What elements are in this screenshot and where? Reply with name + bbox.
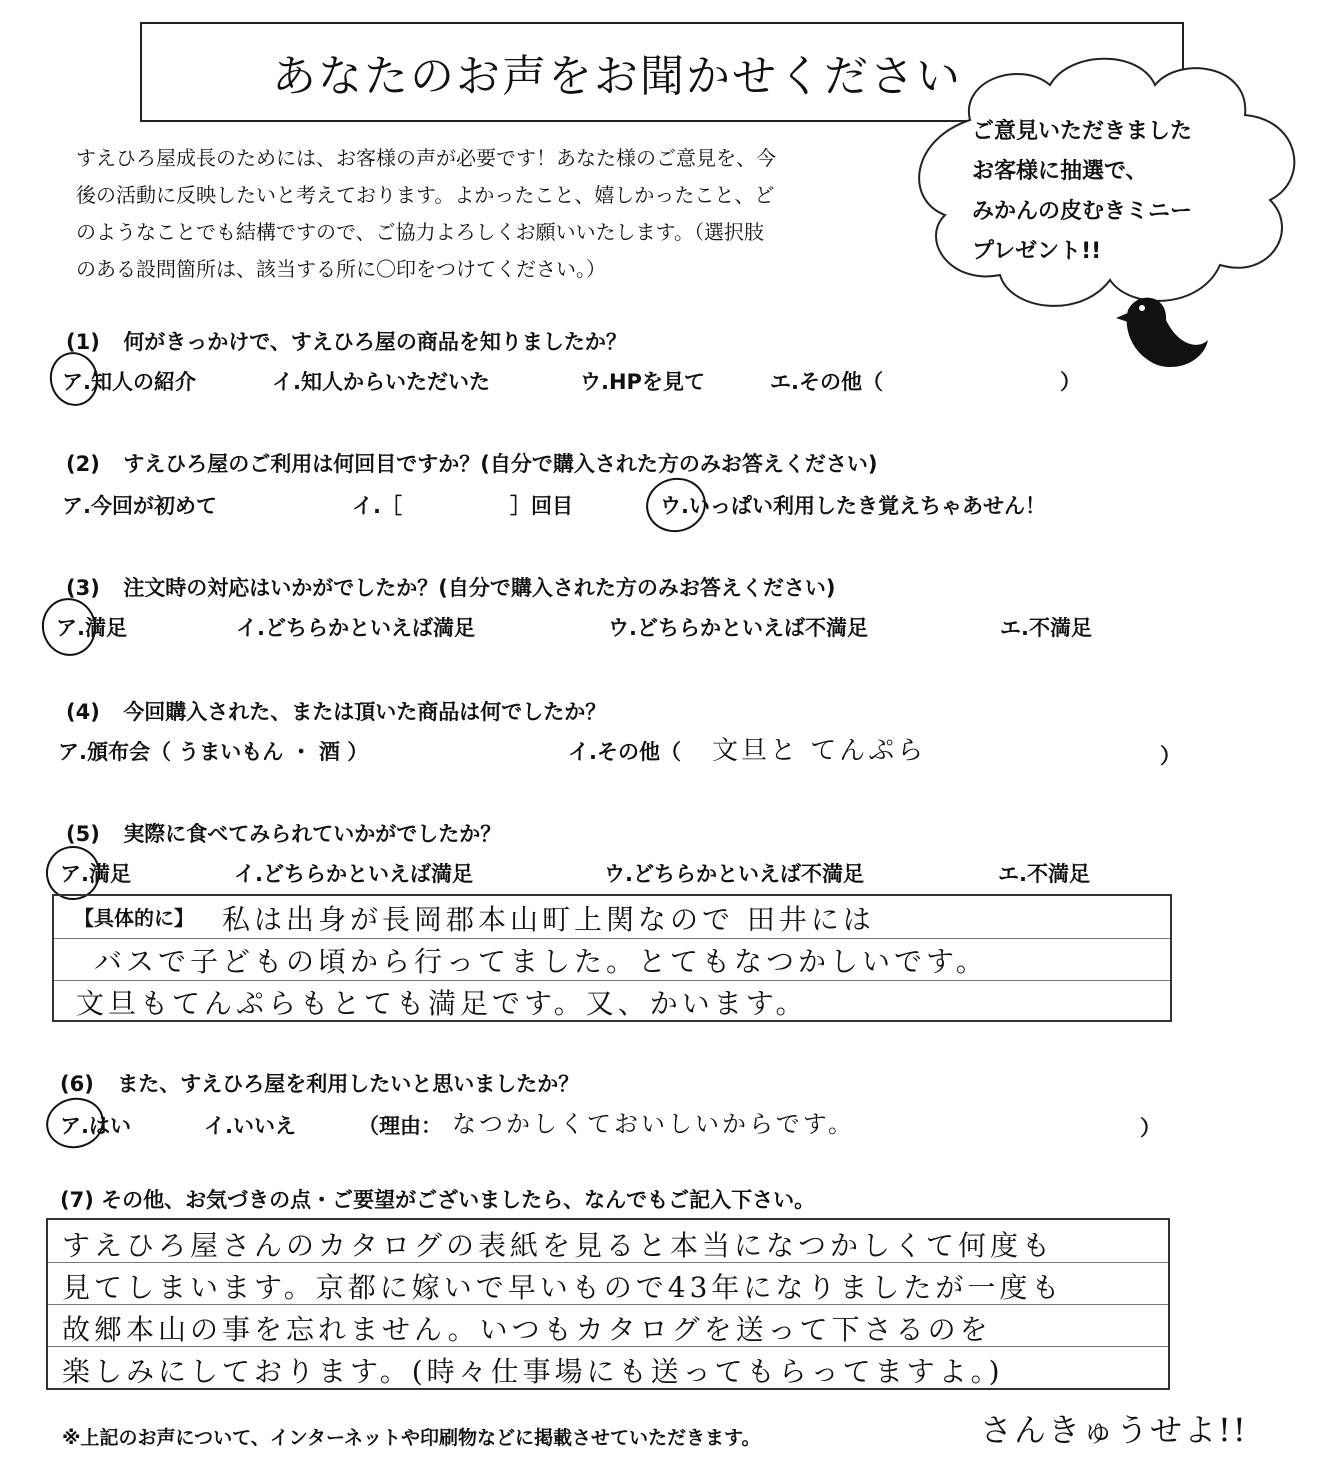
q4-answer: 文旦と てんぷら [712,736,927,766]
question-text: 注文時の対応はいかがでしたか？(自分で購入された方のみお答えください) [123,576,836,600]
q2-option-b[interactable]: イ.［ [352,494,402,518]
comment-line: 見てしまいます。京都に嫁いで早いもので43年になりましたが一度も [62,1271,1064,1304]
q7-comment-box [46,1218,1170,1390]
q6-option-a[interactable]: ア.はい [60,1114,131,1138]
q5-option-b[interactable]: イ.どちらかといえば満足 [234,862,473,886]
footer-note: ※上記のお声について、インターネットや印刷物などに掲載させていただきます。 [62,1427,761,1449]
intro-line: すえひろ屋成長のためには、お客様の声が必要です！あなた様のご意見を、今 [76,146,776,170]
ruled-line [54,938,1170,939]
q6-option-b[interactable]: イ.いいえ [204,1114,296,1138]
cloud-line: ご意見いただきました [972,119,1193,144]
detail-line: 文旦もてんぷらもとても満足です。又、かいます。 [76,987,808,1020]
question-text: その他、お気づきの点・ご要望がございましたら、なんでもご記入下さい。 [101,1188,816,1212]
q5-option-d[interactable]: エ.不満足 [998,862,1090,886]
detail-line: バスで子どもの頃から行ってました。とてもなつかしいです。 [94,945,988,978]
q1-option-c[interactable]: ウ.HPを見て [580,370,705,394]
detail-line: 私は出身が長岡郡本山町上関なので 田井には [222,903,875,936]
intro-line: 後の活動に反映したいと考えております。よかったこと、嬉しかったこと、ど [76,183,775,207]
question-7 [60,1184,815,1214]
cloud-text [972,112,1292,272]
question-5 [66,818,501,848]
q2-option-b-close: ］回目 [510,494,573,518]
question-text: 今回購入された、または頂いた商品は何でしたか？ [123,700,607,724]
question-text: また、すえひろ屋を利用したいと思いましたか？ [117,1072,580,1096]
q4-option-b-close: ） [1160,744,1181,768]
intro-paragraph [76,140,926,288]
question-text: すえひろ屋のご利用は何回目ですか？(自分で購入された方のみお答えください) [123,452,878,476]
q5-detail-box [52,894,1172,1022]
q2-option-a[interactable]: ア.今回が初めて [62,494,217,518]
q1-option-d[interactable]: エ.その他（ [770,370,883,394]
q6-reason-label: （理由： [358,1114,442,1138]
comment-line: 楽しみにしております。(時々仕事場にも送ってもらってますよ。) [62,1355,1004,1388]
q6-reason-close: ） [1140,1116,1161,1140]
question-number: (7) [60,1188,94,1212]
selection-circle [41,1093,108,1154]
question-number: (1) [66,330,100,354]
q4-option-b[interactable]: イ.その他（ [568,740,681,764]
cloud-line: お客様に抽選で、 [972,159,1148,184]
question-4 [66,696,606,726]
cloud-line: プレゼント!! [972,239,1102,264]
question-number: (4) [66,700,100,724]
question-number: (2) [66,452,100,476]
signature: さんきゅうせよ!! [980,1411,1248,1449]
q5-option-c[interactable]: ウ.どちらかといえば不満足 [604,862,864,886]
q6-reason: なつかしくておいしいからです。 [452,1110,855,1138]
q1-option-d-close: ） [1060,370,1081,394]
q3-option-a[interactable]: ア.満足 [56,616,127,640]
selection-circle [45,348,103,411]
selection-circle [37,593,102,661]
question-number: (3) [66,576,100,600]
intro-line: のある設問箇所は、該当する所に〇印をつけてください。） [76,257,606,281]
comment-line: すえひろ屋さんのカタログの表紙を見ると本当になつかしくて何度も [62,1229,1055,1262]
q4-option-a[interactable]: ア.頒布会（ うまいもん ・ 酒 ） [58,740,369,764]
question-number: (5) [66,822,100,846]
comment-line: 故郷本山の事を忘れません。いつもカタログを送って下さるのを [62,1313,992,1346]
bird-icon [1108,290,1218,380]
selection-circle [641,472,711,537]
title-text: あなたのお声をお聞かせください [272,51,962,102]
q1-option-a[interactable]: ア.知人の紹介 [62,370,196,394]
question-text: 実際に食べてみられていかがでしたか？ [123,822,502,846]
question-text: 何がきっかけで、すえひろ屋の商品を知りましたか？ [123,330,627,354]
intro-line: のようなことでも結構ですので、ご協力よろしくお願いいたします。（選択肢 [76,220,764,244]
q3-option-c[interactable]: ウ.どちらかといえば不満足 [608,616,868,640]
question-1 [66,326,627,356]
detail-label: 【具体的に】 [74,906,194,930]
q3-option-d[interactable]: エ.不満足 [1000,616,1092,640]
question-6 [60,1068,579,1098]
q5-option-a[interactable]: ア.満足 [60,862,131,886]
question-2 [66,448,878,478]
q1-option-b[interactable]: イ.知人からいただいた [272,370,490,394]
question-number: (6) [60,1072,94,1096]
q3-option-b[interactable]: イ.どちらかといえば満足 [236,616,475,640]
q2-option-c[interactable]: ウ.いっぱい利用したき覚えちゃあせん！ [660,494,1046,518]
ruled-line [54,980,1170,981]
cloud-line: みかんの皮むきミニー [972,199,1193,224]
question-3 [66,572,836,602]
